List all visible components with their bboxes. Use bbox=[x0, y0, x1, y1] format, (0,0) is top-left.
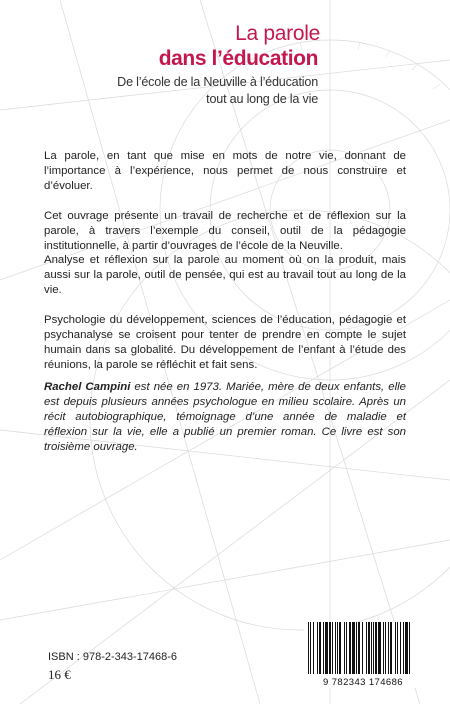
subtitle-line-1: De l’école de la Neuville à l’éducation bbox=[117, 75, 318, 89]
blurb-paragraph-4: Psychologie du développement, sciences de l’éducation, pédagogie et psychanalyse se croisent pour tenter de prendre en compte le sujet humain dans sa globalité. Du développement de l’enfant à l’étude des réunions, la parole se réfléchit et fait sens. bbox=[44, 314, 406, 371]
title-line-2: dans l’éducation bbox=[158, 47, 318, 70]
price: 16 € bbox=[48, 667, 71, 682]
author-bio bbox=[44, 380, 406, 455]
subtitle-line-2: tout au long de la vie bbox=[206, 92, 318, 106]
blurb bbox=[44, 149, 406, 373]
title-line-1: La parole bbox=[235, 22, 320, 45]
barcode bbox=[304, 622, 422, 688]
author-name: Rachel Campini bbox=[44, 381, 131, 393]
author-bio-text: est née en 1973. Mariée, mère de deux enfants, elle est depuis plusieurs années psychologue en milieu scolaire. Après un récit autobiographique, témoignage d’une année de maladie et réflexion sur la vie, elle a publié un premier roman. Ce livre est son troisième ouvrage. bbox=[44, 381, 406, 453]
barcode-digits: 9 782343 174686 bbox=[323, 677, 403, 688]
blurb-paragraph-2: Cet ouvrage présente un travail de recherche et de réflexion sur la parole, à travers l’exemple du conseil, outil de la pédagogie institutionnelle, à partir d’ouvrages de l’école de la Neuville. bbox=[44, 209, 406, 252]
subtitle bbox=[58, 74, 318, 108]
blurb-paragraph-1: La parole, en tant que mise en mots de notre vie, donnant de l’importance à l’expérience, nous permet de nous construire et d’évoluer. bbox=[44, 150, 406, 192]
blurb-paragraph-3: Analyse et réflexion sur la parole au moment où on la produit, mais aussi sur la parole, outil de pensée, qui est au travail tout au long de la vie. bbox=[44, 254, 406, 297]
barcode-bars bbox=[304, 622, 422, 676]
isbn: ISBN : 978-2-343-17468-6 bbox=[48, 651, 178, 663]
